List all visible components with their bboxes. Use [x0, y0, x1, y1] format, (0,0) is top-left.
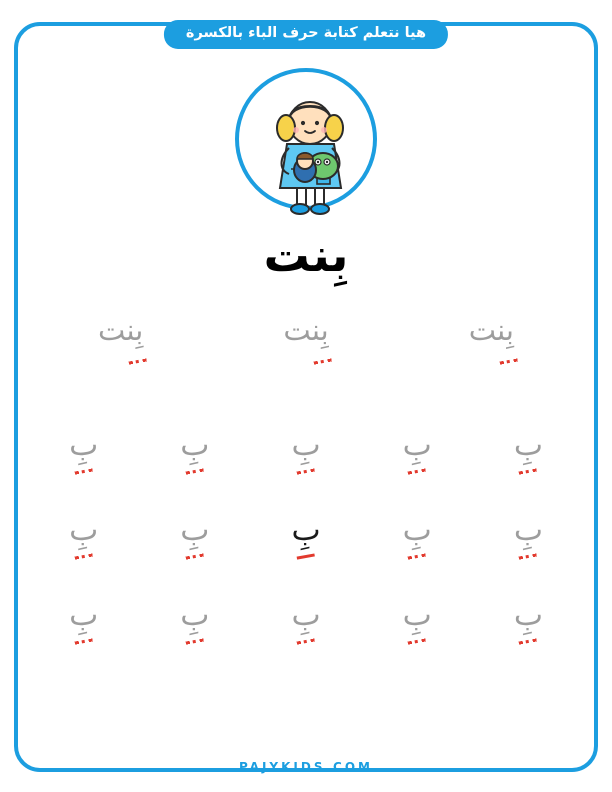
traced-letter: بِ	[402, 512, 432, 548]
traced-letter: بِ	[180, 512, 210, 548]
trace-cell[interactable]	[474, 512, 582, 548]
traced-word: بِنت	[468, 313, 514, 347]
letter-row-2	[28, 512, 584, 548]
girl-holding-doll-icon	[231, 66, 389, 232]
main-word: بِنت	[263, 228, 349, 282]
trace-cell[interactable]	[474, 597, 582, 633]
traced-word: بِنت	[283, 313, 329, 347]
trace-cell[interactable]	[363, 427, 471, 463]
letter-row-1	[28, 427, 584, 463]
trace-cell[interactable]	[252, 427, 360, 463]
trace-cell[interactable]	[141, 597, 249, 633]
traced-letter: بِ	[69, 597, 99, 633]
word-tracing-row	[28, 313, 584, 347]
traced-letter: بِ	[291, 427, 321, 463]
traced-letter: بِ	[180, 427, 210, 463]
trace-cell[interactable]	[363, 512, 471, 548]
trace-cell[interactable]	[363, 597, 471, 633]
letter-row-3	[28, 597, 584, 633]
trace-cell[interactable]	[252, 512, 360, 548]
traced-letter: بِ	[513, 597, 543, 633]
trace-cell[interactable]	[252, 597, 360, 633]
traced-letter: بِ	[402, 597, 432, 633]
trace-cell[interactable]	[252, 313, 360, 347]
trace-cell[interactable]	[141, 427, 249, 463]
traced-letter: بِ	[69, 427, 99, 463]
trace-cell[interactable]	[474, 427, 582, 463]
trace-cell[interactable]	[67, 313, 175, 347]
traced-letter: بِ	[513, 427, 543, 463]
traced-letter: بِ	[291, 597, 321, 633]
trace-cell[interactable]	[30, 427, 138, 463]
trace-cell[interactable]	[30, 512, 138, 548]
page-title: هيا نتعلم كتابة حرف الباء بالكسرة	[164, 20, 448, 49]
illustration-circle	[235, 68, 377, 210]
trace-cell[interactable]	[141, 512, 249, 548]
traced-letter: بِ	[180, 597, 210, 633]
trace-cell[interactable]	[30, 597, 138, 633]
trace-cell[interactable]	[437, 313, 545, 347]
traced-letter: بِ	[402, 427, 432, 463]
traced-letter: بِ	[291, 512, 321, 548]
traced-letter: بِ	[513, 512, 543, 548]
footer-brand: PAJYKIDS.COM	[238, 760, 373, 774]
traced-letter: بِ	[69, 512, 99, 548]
traced-word: بِنت	[98, 313, 144, 347]
